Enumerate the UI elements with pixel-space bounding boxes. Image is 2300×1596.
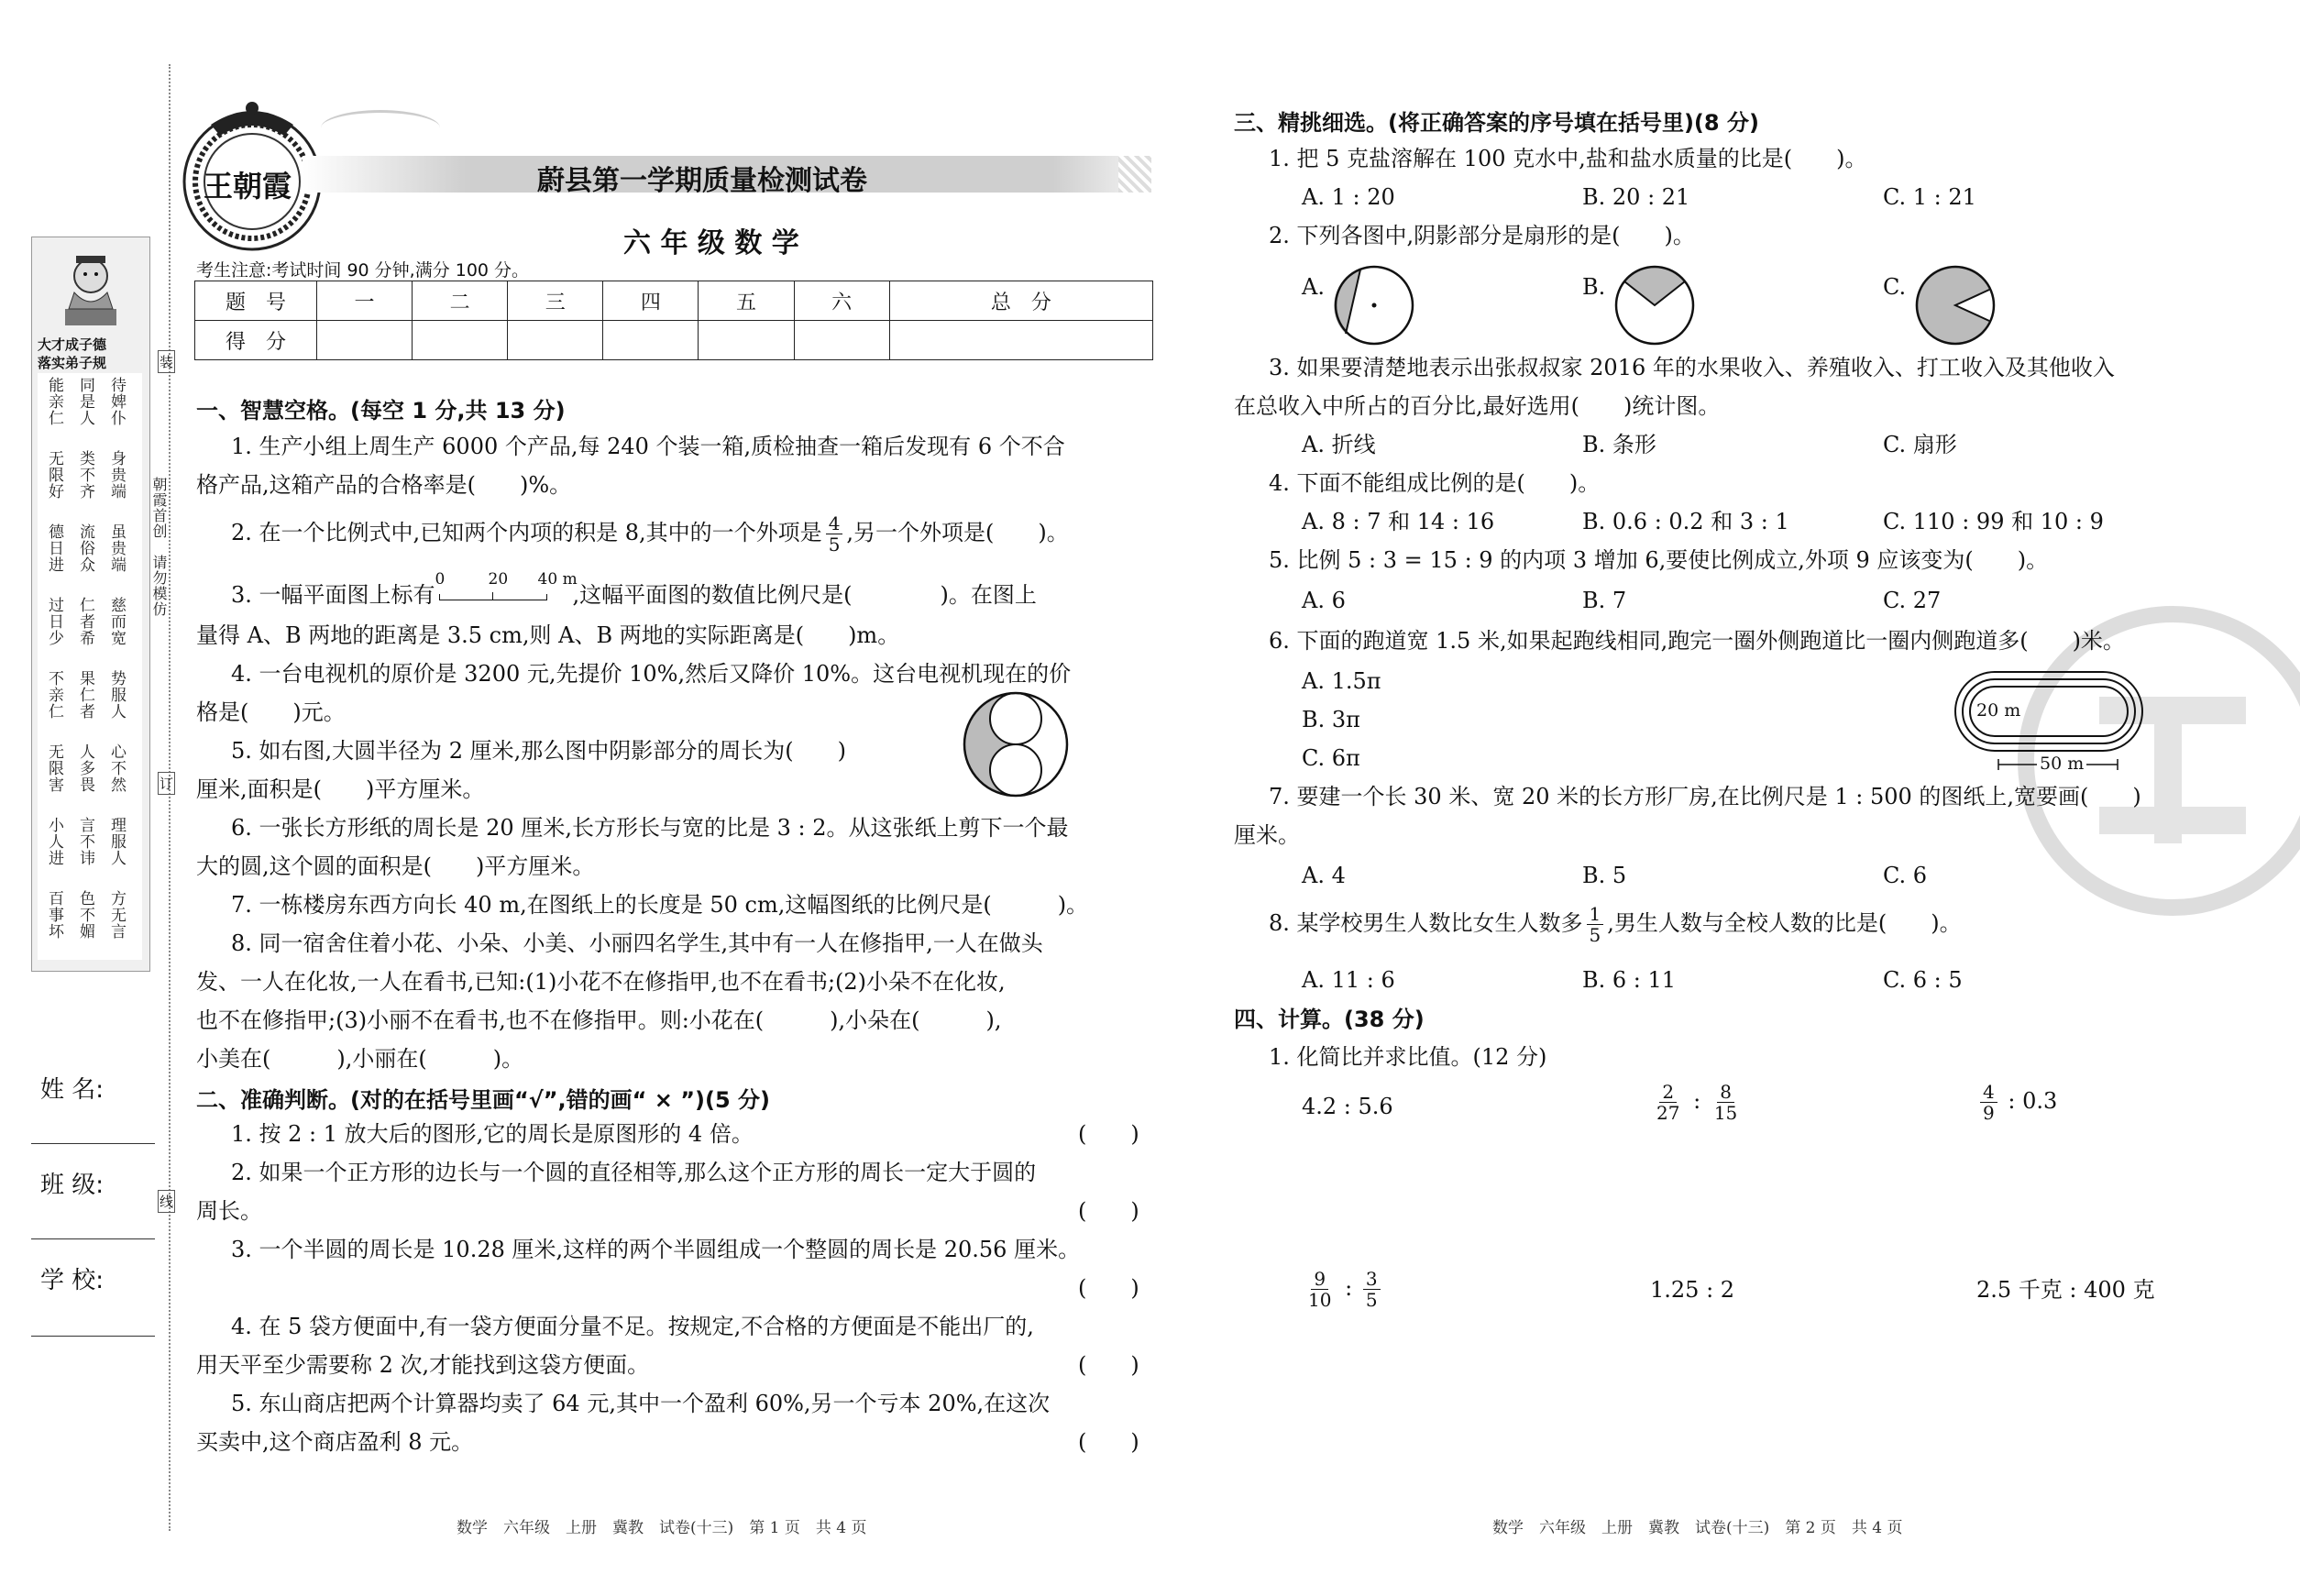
s3-q1-opt-a[interactable]: A. 1 : 20 [1302, 184, 1395, 210]
answer-paren[interactable]: ( ) [1078, 1352, 1139, 1378]
s2-q3: 3. 一个半圆的周长是 10.28 厘米,这样的两个半圆组成一个整圆的周长是 20.56 厘米。 [231, 1237, 1081, 1262]
s3-q7-line2: 厘米。 [1234, 822, 1300, 848]
page-footer-right: 数学 六年级 上册 冀教 试卷(十三) 第 2 页 共 4 页 [1492, 1519, 1903, 1537]
section-2-title: 二、准确判断。(对的在括号里画“√”,错的画“ × ”)(5 分) [196, 1087, 770, 1113]
s3-q8-opt-a[interactable]: A. 11 : 6 [1302, 967, 1395, 993]
score-cell: 题 号 [195, 281, 317, 321]
rule-col: 过日少 [45, 597, 63, 646]
circles-figure [963, 689, 1073, 799]
score-table [194, 281, 1153, 360]
numerator: 4 [1980, 1082, 1997, 1103]
motto-strip [31, 237, 150, 972]
score-input[interactable] [413, 321, 508, 360]
name-field[interactable] [31, 1141, 155, 1144]
exam-title: 蔚县第一学期质量检测试卷 [537, 165, 867, 197]
denominator: 5 [1365, 1289, 1378, 1311]
motto-line-1: 大才成子德 [38, 336, 107, 353]
numerator: 2 [1659, 1082, 1677, 1103]
s1-q3-post: ,这幅平面图的数值比例尺是( )。在图上 [572, 582, 1037, 608]
s3-q3-opt-a[interactable]: A. 折线 [1302, 432, 1376, 457]
score-cell: 六 [794, 281, 889, 321]
s3-q7-opt-a[interactable]: A. 4 [1302, 863, 1346, 888]
rule-col: 无限害 [45, 743, 63, 793]
s3-q2-opt-b[interactable]: B. [1582, 274, 1606, 300]
s1-q2 [231, 513, 1069, 555]
class-field[interactable] [31, 1237, 155, 1239]
s1-q5-line1: 5. 如右图,大圆半径为 2 厘米,那么图中阴影部分的周长为( ) [231, 738, 847, 764]
s3-q3-opt-b[interactable]: B. 条形 [1582, 432, 1656, 457]
s1-q4-line1: 4. 一台电视机的原价是 3200 元,先提价 10%,然后又降价 10%。这台电视机现在的价 [231, 661, 1072, 687]
line-scale [435, 569, 578, 611]
track-width-label: 20 m [1976, 700, 2021, 721]
s3-q8-post: ,男生人数与全校人数的比是( )。 [1607, 910, 1962, 936]
s2-q2-line2: 周长。 [196, 1198, 262, 1224]
s3-q8 [1269, 904, 1962, 945]
ratio-expr-1: 4.2 : 5.6 [1302, 1094, 1393, 1119]
sector-figure-b[interactable] [1613, 264, 1696, 347]
rule-col: 方无言 [107, 890, 126, 940]
rule-col: 同是人 [76, 377, 94, 426]
s3-q3-line1: 3. 如果要清楚地表示出张叔叔家 2016 年的水果收入、养殖收入、打工收入及其他收入 [1269, 355, 2115, 380]
ratio-expr-4 [1302, 1269, 1384, 1310]
fraction [1654, 1082, 1682, 1123]
s2-q1: 1. 按 2 : 1 放大后的图形,它的周长是原图形的 4 倍。 [231, 1121, 754, 1147]
s1-q8-line1: 8. 同一宿舍住着小花、小朵、小美、小丽四名学生,其中有一人在修指甲,一人在做头 [231, 930, 1043, 956]
score-input[interactable] [317, 321, 413, 360]
binding-char-zhuang: 装 [158, 350, 175, 373]
score-input[interactable] [603, 321, 699, 360]
score-input[interactable] [889, 321, 1152, 360]
rule-col: 小人进 [45, 817, 63, 866]
score-cell: 四 [603, 281, 699, 321]
s1-q3-line1 [231, 569, 1037, 614]
s2-q4-line2: 用天平至少需要称 2 次,才能找到这袋方便面。 [196, 1352, 650, 1378]
s3-q6-opt-b[interactable]: B. 3π [1302, 707, 1360, 732]
numerator: 9 [1311, 1269, 1328, 1290]
scale-label-0: 0 [435, 569, 446, 589]
s1-q3-pre: 3. 一幅平面图上标有 [231, 582, 435, 608]
rule-col: 德日进 [45, 523, 63, 573]
s3-q7-opt-c[interactable]: C. 6 [1883, 863, 1928, 888]
s1-q3-line2: 量得 A、B 两地的距离是 3.5 cm,则 A、B 两地的实际距离是( )m。 [196, 622, 900, 648]
section-4-title: 四、计算。(38 分) [1234, 1007, 1425, 1032]
answer-paren[interactable]: ( ) [1078, 1275, 1139, 1301]
fraction [1587, 904, 1604, 945]
s3-q6-opt-a[interactable]: A. 1.5π [1302, 668, 1381, 694]
s3-q4-opt-a[interactable]: A. 8 : 7 和 14 : 16 [1302, 509, 1495, 534]
score-value-row [195, 321, 1153, 360]
rule-col: 心不然 [107, 743, 126, 793]
denominator: 5 [828, 534, 841, 556]
exam-subject: 六 年 级 数 学 [623, 227, 799, 259]
s1-q5-line2: 厘米,面积是( )平方厘米。 [196, 776, 485, 802]
answer-paren[interactable]: ( ) [1078, 1121, 1139, 1147]
score-cell: 一 [317, 281, 413, 321]
score-cell: 二 [413, 281, 508, 321]
s1-q2-post: ,另一个外项是( )。 [846, 520, 1069, 545]
s3-q1: 1. 把 5 克盐溶解在 100 克水中,盐和盐水质量的比是( )。 [1269, 146, 1867, 171]
s1-q2-pre: 2. 在一个比例式中,已知两个内项的积是 8,其中的一个外项是 [231, 520, 822, 545]
rule-col: 虽贵端 [107, 523, 126, 573]
class-label: 班 级: [40, 1172, 105, 1199]
disciple-rules-text [38, 373, 142, 960]
score-input[interactable] [699, 321, 794, 360]
ratio-expr-3 [1976, 1082, 2057, 1123]
s3-q7-opt-b[interactable]: B. 5 [1582, 863, 1627, 888]
score-input[interactable] [794, 321, 889, 360]
name-label: 姓 名: [40, 1076, 105, 1104]
s1-q8-line3: 也不在修指甲;(3)小丽不在看书,也不在修指甲。则:小花在( ),小朵在( ), [196, 1007, 1002, 1033]
rule-col: 言不讳 [76, 817, 94, 866]
s4-q1: 1. 化简比并求比值。(12 分) [1269, 1044, 1547, 1070]
numerator: 4 [826, 513, 843, 534]
copyright-warning: 朝霞首创 请勿模仿 [150, 477, 168, 617]
ratio-expr-5: 1.25 : 2 [1650, 1277, 1735, 1303]
s3-q4-opt-c[interactable]: C. 110 : 99 和 10 : 9 [1883, 509, 2104, 534]
denominator: 9 [1983, 1102, 1995, 1124]
score-cell: 三 [508, 281, 603, 321]
rule-col: 理服人 [107, 817, 126, 866]
s1-q6-line2: 大的圆,这个圆的面积是( )平方厘米。 [196, 853, 595, 879]
colon: : [1345, 1275, 1353, 1301]
section-1-title: 一、智慧空格。(每空 1 分,共 13 分) [196, 398, 566, 424]
s2-q5-line2: 买卖中,这个商店盈利 8 元。 [196, 1429, 474, 1455]
rule-col: 人多畏 [76, 743, 94, 793]
rule-col: 流俗众 [76, 523, 94, 573]
score-cell: 五 [699, 281, 794, 321]
fraction [1711, 1082, 1740, 1123]
rule-col: 百事坏 [45, 890, 63, 940]
s3-q3-line2: 在总收入中所占的百分比,最好选用( )统计图。 [1234, 393, 1721, 419]
fraction [826, 513, 843, 555]
s1-q1-line1: 1. 生产小组上周生产 6000 个产品,每 240 个装一箱,质检抽查一箱后发现有 6 个不合 [231, 434, 1065, 459]
scale-label-40: 40 m [537, 569, 578, 589]
s3-q1-opt-c[interactable]: C. 1 : 21 [1883, 184, 1976, 210]
scale-label-20: 20 [488, 569, 509, 589]
s3-q4-opt-b[interactable]: B. 0.6 : 0.2 和 3 : 1 [1582, 509, 1789, 534]
s3-q6: 6. 下面的跑道宽 1.5 米,如果起跑线相同,跑完一圈外侧跑道比一圈内侧跑道多( )米。 [1269, 628, 2125, 654]
s1-q7: 7. 一栋楼房东西方向长 40 m,在图纸上的长度是 50 cm,这幅图纸的比例尺是( )。 [231, 892, 1089, 918]
s3-q7-line1: 7. 要建一个长 30 米、宽 20 米的长方形厂房,在比例尺是 1 : 500 的图纸上,宽要画( ) [1269, 784, 2141, 809]
track-length-label: 50 m [2037, 754, 2086, 774]
rule-col: 色不媚 [76, 890, 94, 940]
rule-col: 不亲仁 [45, 670, 63, 720]
page-footer-left: 数学 六年级 上册 冀教 试卷(十三) 第 1 页 共 4 页 [457, 1519, 867, 1537]
running-track-figure [1953, 669, 2145, 776]
s3-q5: 5. 比例 5 : 3 = 15 : 9 的内项 3 增加 6,要使比例成立,外项 9 应该变为( )。 [1269, 547, 2049, 573]
numerator: 1 [1587, 904, 1604, 925]
rule-col: 势服人 [107, 670, 126, 720]
school-field[interactable] [31, 1334, 155, 1337]
numerator: 8 [1717, 1082, 1734, 1103]
s3-q3-opt-c[interactable]: C. 扇形 [1883, 432, 1957, 457]
binding-dotted-line [169, 64, 171, 1531]
numerator: 3 [1363, 1269, 1381, 1290]
fraction [1980, 1082, 1997, 1123]
denominator: 15 [1713, 1102, 1738, 1124]
rule-col: 仁者希 [76, 597, 94, 646]
sector-figure-c[interactable] [1914, 264, 1997, 347]
s3-q4: 4. 下面不能组成比例的是( )。 [1269, 470, 1601, 496]
s3-q5-opt-b[interactable]: B. 7 [1582, 588, 1627, 613]
binding-char-ding: 订 [158, 772, 175, 795]
ratio-expr-3-post: : 0.3 [2008, 1088, 2058, 1114]
binding-char-xian: 线 [158, 1190, 175, 1213]
brand-logo-text: 王朝霞 [204, 169, 292, 204]
scholar-illustration [49, 245, 133, 336]
section-3-title: 三、精挑细选。(将正确答案的序号填在括号里)(8 分) [1234, 110, 1759, 136]
answer-paren[interactable]: ( ) [1078, 1198, 1139, 1224]
rule-col: 类不齐 [76, 450, 94, 500]
s3-q2-opt-a[interactable]: A. [1302, 274, 1325, 300]
s2-q4-line1: 4. 在 5 袋方便面中,有一袋方便面分量不足。按规定,不合格的方便面是不能出厂的, [231, 1314, 1034, 1339]
rule-col: 能亲仁 [45, 377, 63, 426]
s3-q2: 2. 下列各图中,阴影部分是扇形的是( )。 [1269, 223, 1695, 248]
score-row-label: 得 分 [195, 321, 317, 360]
s2-q2-line1: 2. 如果一个正方形的边长与一个圆的直径相等,那么这个正方形的周长一定大于圆的 [231, 1160, 1037, 1185]
rule-col: 无限好 [45, 450, 63, 500]
ribbon-decoration [321, 110, 440, 146]
rule-col: 果仁者 [76, 670, 94, 720]
s1-q6-line1: 6. 一张长方形纸的周长是 20 厘米,长方形长与宽的比是 3 : 2。从这张纸上剪下一个最 [231, 815, 1069, 841]
colon: : [1693, 1088, 1701, 1114]
rule-col: 待婢仆 [107, 377, 126, 426]
s3-q8-opt-c[interactable]: C. 6 : 5 [1883, 967, 1963, 993]
exam-notice: 考生注意:考试时间 90 分钟,满分 100 分。 [196, 260, 530, 281]
fraction [1363, 1269, 1381, 1310]
s2-q5-line1: 5. 东山商店把两个计算器均卖了 64 元,其中一个盈利 60%,另一个亏本 20%,在这次 [231, 1391, 1051, 1416]
s3-q5-opt-c[interactable]: C. 27 [1883, 588, 1942, 613]
s3-q5-opt-a[interactable]: A. 6 [1302, 588, 1346, 613]
denominator: 27 [1656, 1102, 1680, 1124]
s1-q8-line2: 发、一人在化妆,一人在看书,已知:(1)小花不在修指甲,也不在看书;(2)小朵不在化妆, [196, 969, 1006, 995]
ratio-expr-2 [1650, 1082, 1744, 1123]
score-input[interactable] [508, 321, 603, 360]
scale-tick [492, 592, 493, 600]
s3-q8-pre: 8. 某学校男生人数比女生人数多 [1269, 910, 1583, 936]
s3-q8-opt-b[interactable]: B. 6 : 11 [1582, 967, 1677, 993]
fraction [1305, 1269, 1334, 1310]
s3-q6-opt-c[interactable]: C. 6π [1302, 745, 1360, 771]
s1-q8-line4: 小美在( ),小丽在( )。 [196, 1046, 524, 1072]
s3-q2-opt-c[interactable]: C. [1883, 274, 1907, 300]
denominator: 10 [1308, 1289, 1332, 1311]
score-cell: 总 分 [889, 281, 1152, 321]
motto-line-2: 落实弟子规 [38, 355, 107, 371]
scale-bar [439, 594, 547, 600]
school-label: 学 校: [40, 1267, 105, 1294]
banner-pattern [1118, 156, 1151, 193]
denominator: 5 [1589, 924, 1601, 946]
score-header-row [195, 281, 1153, 321]
ratio-expr-6: 2.5 千克 : 400 克 [1976, 1277, 2155, 1303]
rule-col: 慈而宽 [107, 597, 126, 646]
sector-figure-a[interactable] [1333, 264, 1415, 347]
s1-q4-line2: 格是( )元。 [196, 699, 346, 725]
rule-col: 身贵端 [107, 450, 126, 500]
answer-paren[interactable]: ( ) [1078, 1429, 1139, 1455]
s3-q1-opt-b[interactable]: B. 20 : 21 [1582, 184, 1690, 210]
s1-q1-line2: 格产品,这箱产品的合格率是( )%。 [196, 472, 572, 498]
